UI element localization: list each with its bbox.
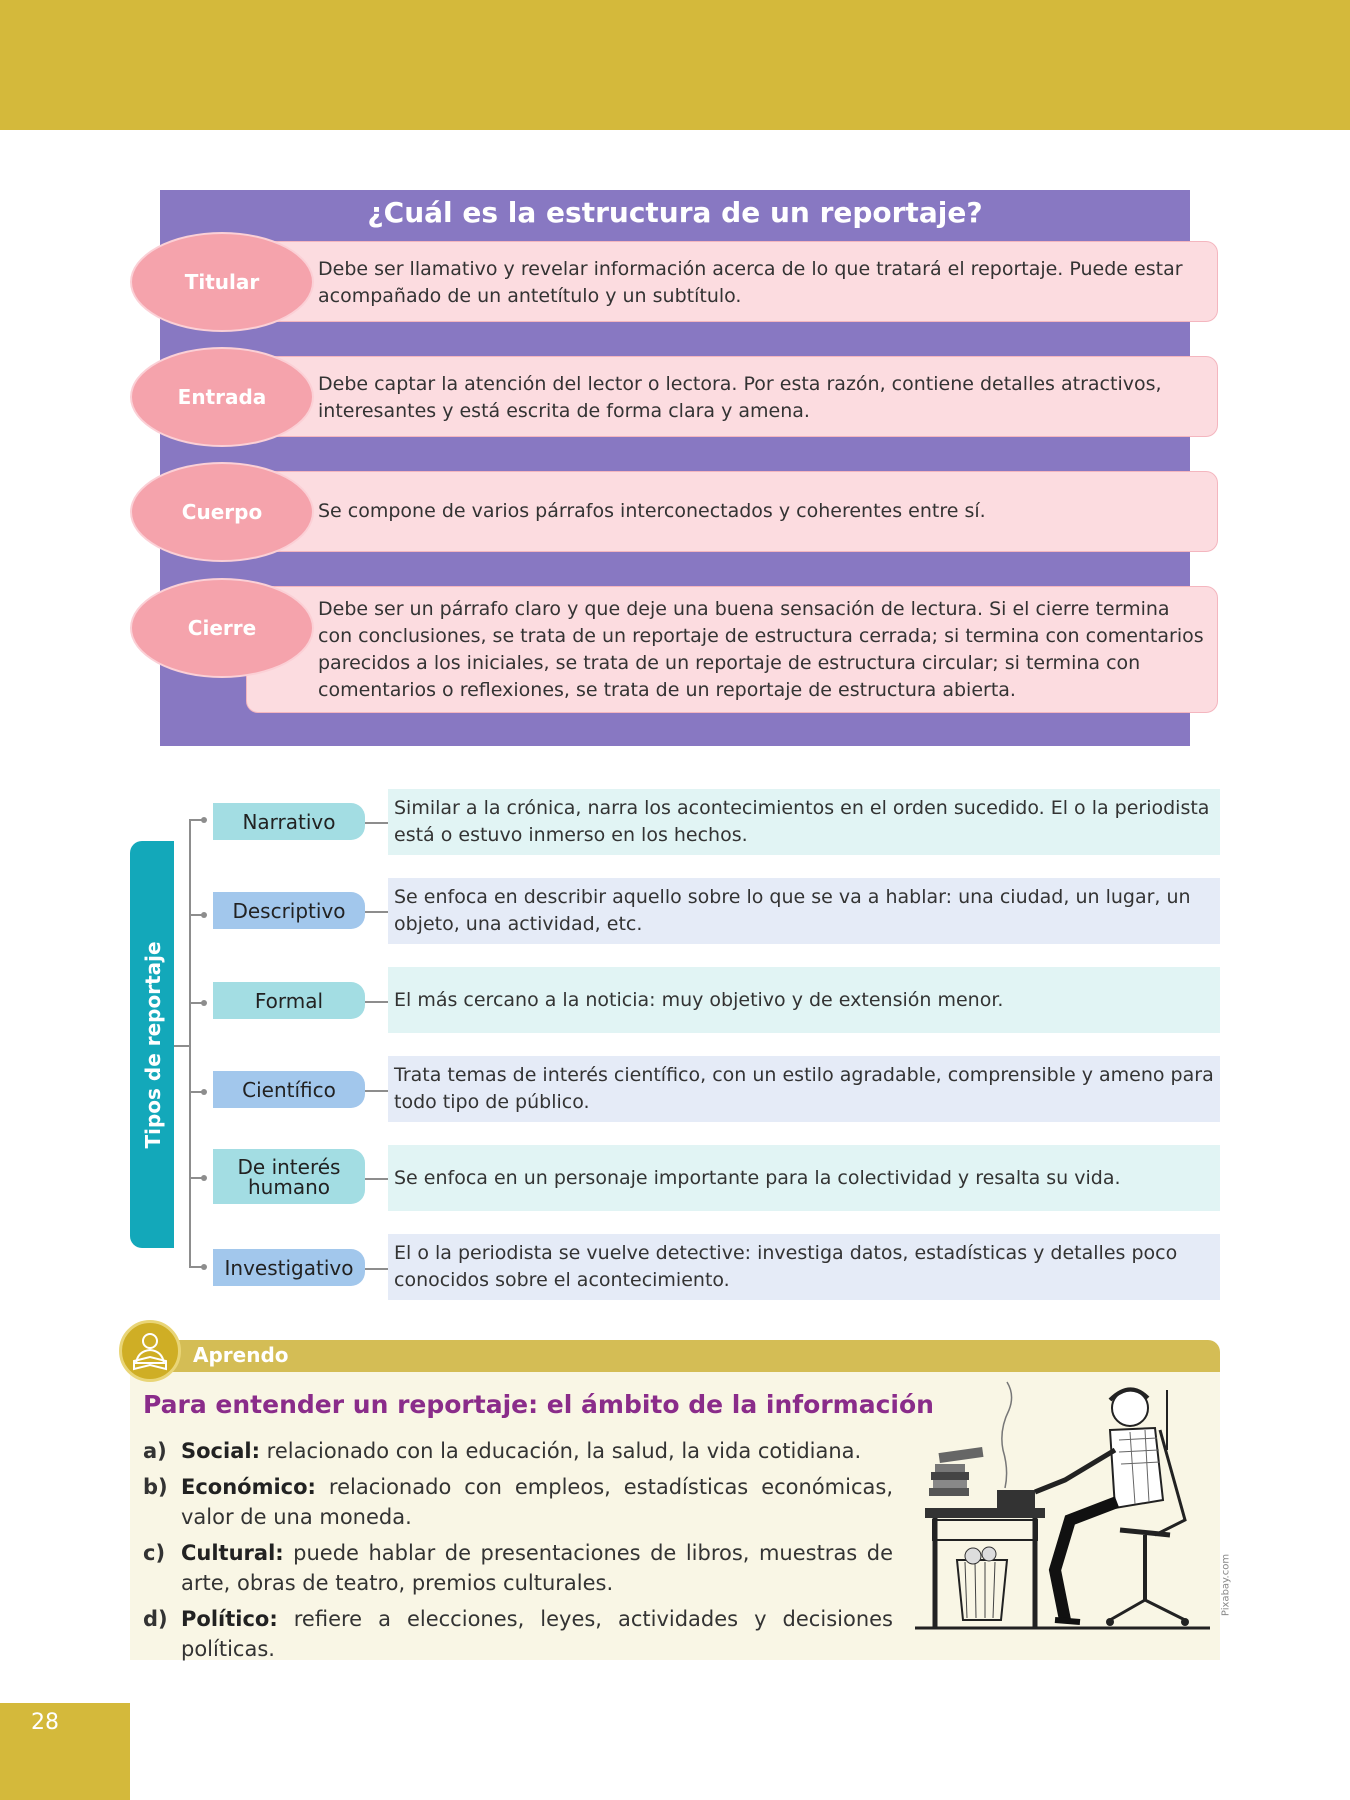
- item-keyword: Económico:: [181, 1475, 316, 1499]
- label-connector: [365, 1090, 389, 1092]
- item-letter: d): [143, 1607, 168, 1631]
- item-keyword: Cultural:: [181, 1541, 284, 1565]
- page-number-text: 28: [31, 1710, 59, 1735]
- type-label-cientifico: Científico: [213, 1071, 365, 1108]
- tree-dot: [201, 912, 207, 918]
- structure-text-titular: Debe ser llamativo y revelar información acerca de lo que tratará el reportaje. Puede estar acompañado de un antetítulo y un subtítulo.: [318, 258, 1183, 307]
- tree-dot: [201, 1089, 207, 1095]
- aprendo-title: Para entender un reportaje: el ámbito de la información: [143, 1390, 934, 1419]
- item-letter: a): [143, 1439, 167, 1463]
- item-text: relacionado con la educación, la salud, la vida cotidiana.: [266, 1439, 862, 1463]
- tree-dot: [201, 1175, 207, 1181]
- label-connector: [365, 822, 389, 824]
- type-desc-cientifico: Trata temas de interés científico, con un estilo agradable, comprensible y ameno para todo tipo de público.: [388, 1056, 1220, 1122]
- aprendo-item: [143, 1538, 893, 1598]
- top-band: [0, 0, 1350, 130]
- structure-text-entrada: Debe captar la atención del lector o lectora. Por esta razón, contiene detalles atractivos, interesantes y está escrita de forma clara y amena.: [318, 373, 1162, 422]
- aprendo-item: [143, 1472, 893, 1532]
- aprendo-label: Aprendo: [193, 1343, 289, 1367]
- tree-dot: [201, 1264, 207, 1270]
- type-label-descriptivo: Descriptivo: [213, 892, 365, 929]
- type-desc-narrativo: Similar a la crónica, narra los acontecimientos en el orden sucedido. El o la periodista está o estuvo inmerso en los hechos.: [388, 789, 1220, 855]
- type-label-interes-humano: De interés humano: [213, 1149, 365, 1204]
- type-desc-formal: El más cercano a la noticia: muy objetivo y de extensión menor.: [388, 967, 1220, 1033]
- item-letter: b): [143, 1475, 168, 1499]
- item-text: refiere a elecciones, leyes, actividades y decisiones políticas.: [181, 1607, 893, 1661]
- tree-connector: [174, 1045, 190, 1047]
- type-label-formal: Formal: [213, 982, 365, 1019]
- label-connector: [365, 911, 389, 913]
- item-text: puede hablar de presentaciones de libros, muestras de arte, obras de teatro, premios culturales.: [181, 1541, 893, 1595]
- reporter-illustration: [905, 1370, 1215, 1655]
- tree-dot: [201, 817, 207, 823]
- aprendo-item: [143, 1604, 893, 1664]
- type-desc-investigativo: El o la periodista se vuelve detective: investiga datos, estadísticas y detalles poco conocidos sobre el acontecimiento.: [388, 1234, 1220, 1300]
- aprendo-item: [143, 1436, 893, 1466]
- aprendo-header: [130, 1340, 1220, 1372]
- tree-dot: [201, 1000, 207, 1006]
- item-text: relacionado con empleos, estadísticas económicas, valor de una moneda.: [181, 1475, 893, 1529]
- structure-label-entrada: Entrada: [130, 347, 314, 447]
- label-connector: [365, 1178, 389, 1180]
- item-letter: c): [143, 1541, 166, 1565]
- type-label-investigativo: Investigativo: [213, 1249, 365, 1286]
- structure-title: ¿Cuál es la estructura de un reportaje?: [367, 196, 983, 229]
- type-desc-interes-humano: Se enfoca en un personaje importante para la colectividad y resalta su vida.: [388, 1145, 1220, 1211]
- structure-label-titular: Titular: [130, 232, 314, 332]
- item-keyword: Político:: [181, 1607, 278, 1631]
- page-number: [0, 1710, 130, 1735]
- label-connector: [365, 1268, 389, 1270]
- item-keyword: Social:: [181, 1439, 260, 1463]
- label-connector: [365, 1001, 389, 1003]
- structure-label-cierre: Cierre: [130, 578, 314, 678]
- reader-icon: [119, 1320, 181, 1382]
- structure-text-cierre: Debe ser un párrafo claro y que deje una buena sensación de lectura. Si el cierre termina con conclusiones, se trata de un reportaje de estructura cerrada; si termina con comentarios parecidos a los iniciales, se trata de un reportaje de estructura circular; si termina con comentarios o reflexiones, se trata de un reportaje de estructura abierta.: [318, 598, 1204, 701]
- structure-label-cuerpo: Cuerpo: [130, 462, 314, 562]
- type-desc-descriptivo: Se enfoca en describir aquello sobre lo que se va a hablar: una ciudad, un lugar, un objeto, una actividad, etc.: [388, 878, 1220, 944]
- image-credit: Pixabay.com: [1220, 1553, 1232, 1617]
- types-heading: Tipos de reportaje: [141, 941, 165, 1149]
- structure-text-cuerpo: Se compone de varios párrafos interconectados y coherentes entre sí.: [318, 500, 986, 522]
- tree-trunk: [189, 819, 191, 1267]
- type-label-narrativo: Narrativo: [213, 803, 365, 840]
